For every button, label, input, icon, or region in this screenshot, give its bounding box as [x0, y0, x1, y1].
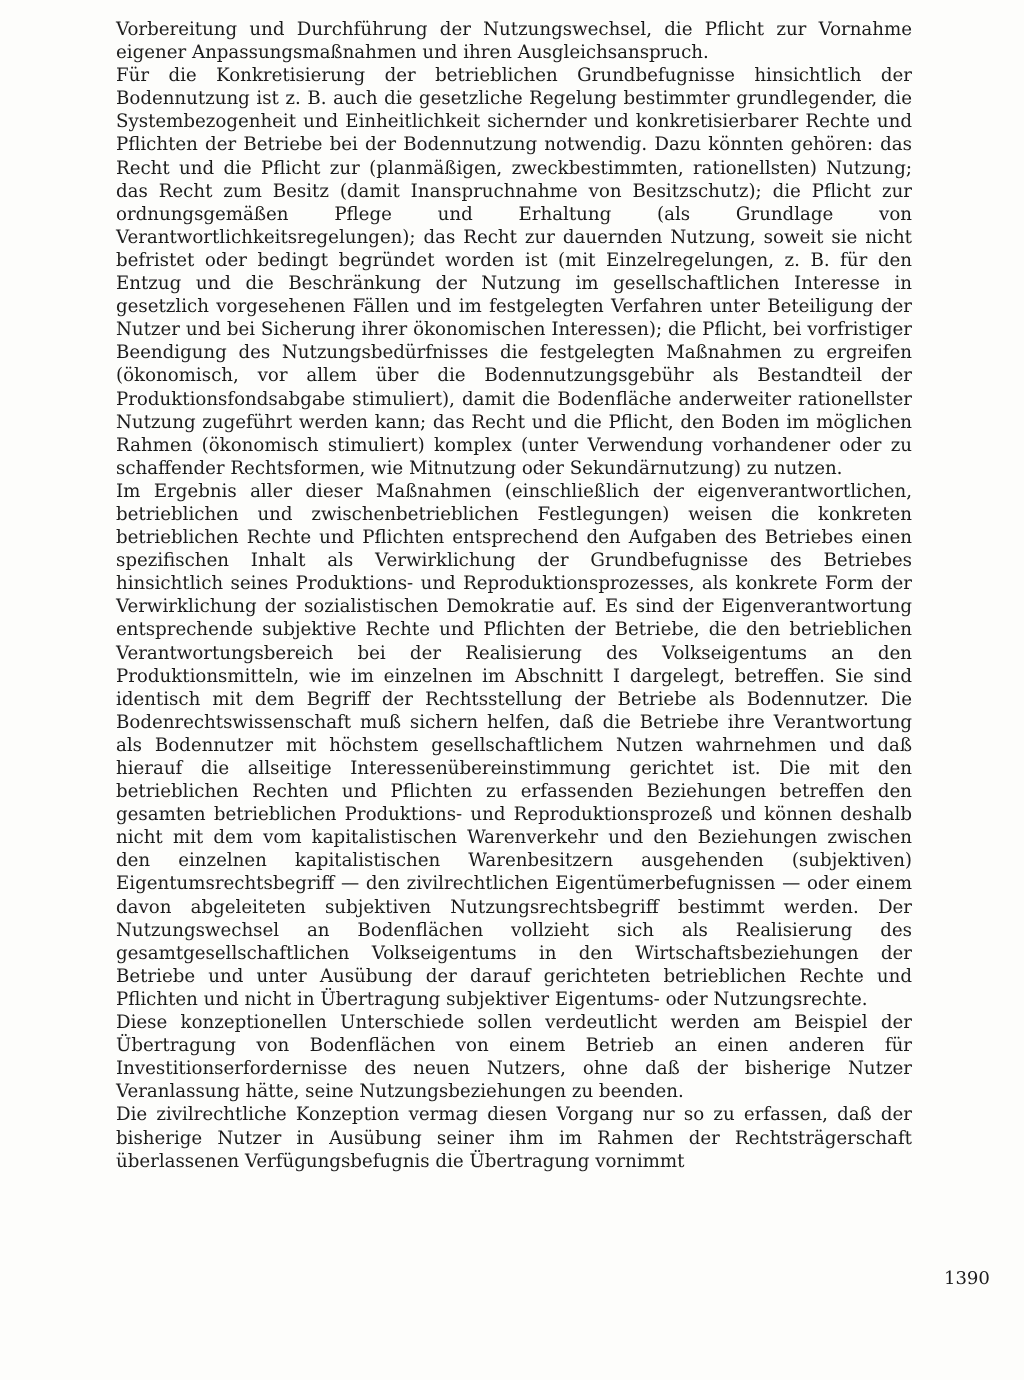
paragraph-4: Diese konzeptionellen Unterschiede sollen verdeutlicht werden am Beispiel der Übertragung von Bodenflächen von einem Betrieb an einen anderen für Investitionserfordernisse des neuen Nutzers, ohne daß der bisherige Nutzer Veranlassung hätte, seine Nutzungsbeziehungen zu beenden. [116, 1012, 912, 1103]
page-number: 1390 [944, 1268, 990, 1289]
paragraph-5: Die zivilrechtliche Konzeption vermag diesen Vorgang nur so zu erfassen, daß der bisherige Nutzer in Ausübung seiner ihm im Rahmen der Rechtsträgerschaft überlassenen Verfügungsbefugnis die Übertragung vornimmt [116, 1104, 912, 1172]
body-text [116, 18, 912, 1173]
paragraph-2: Für die Konkretisierung der betrieblichen Grundbefugnisse hinsichtlich der Bodennutzung ist z. B. auch die gesetzliche Regelung bestimmter grundlegender, die Systembezogenheit und Einheitlichkeit sichernder und konkretisierbarer Rechte und Pflichten der Betriebe bei der Bodennutzung notwendig. Dazu könnten gehören: das Recht und die Pflicht zur (planmäßigen, zweckbestimmten, rationellsten) Nutzung; das Recht zum Besitz (damit Inanspruchnahme von Besitzschutz); die Pflicht zur ordnungsgemäßen Pflege und Erhaltung (als Grundlage von Verantwortlichkeitsregelungen); das Recht zur dauernden Nutzung, soweit sie nicht befristet oder bedingt begründet worden ist (mit Einzelregelungen, z. B. für den Entzug und die Beschränkung der Nutzung im gesellschaftlichen Interesse in gesetzlich vorgesehenen Fällen und im festgelegten Verfahren unter Beteiligung der Nutzer und bei Sicherung ihrer ökonomischen Interessen); die Pflicht, bei vorfristiger Beendigung des Nutzungsbedürfnisses die festgelegten Maßnahmen zu ergreifen (ökonomisch, vor allem über die Bodennutzungsgebühr als Bestandteil der Produktionsfondsabgabe stimuliert), damit die Bodenfläche anderweiter rationellster Nutzung zugeführt werden kann; das Recht und die Pflicht, den Boden im möglichen Rahmen (ökonomisch stimuliert) komplex (unter Verwendung vorhandener oder zu schaffender Rechtsformen, wie Mitnutzung oder Sekundärnutzung) zu nutzen. [116, 65, 912, 479]
paragraph-3: Im Ergebnis aller dieser Maßnahmen (einschließlich der eigenverantwortlichen, betrieblichen und zwischenbetrieblichen Festlegungen) weisen die konkreten betrieblichen Rechte und Pflichten entsprechend den Aufgaben des Betriebes einen spezifischen Inhalt als Verwirklichung der Grundbefugnisse des Betriebes hinsichtlich seines Produktions- und Reproduktionsprozesses, als konkrete Form der Verwirklichung der sozialistischen Demokratie auf. Es sind der Eigenverantwortung entsprechende subjektive Rechte und Pflichten der Betriebe, die den betrieblichen Verantwortungsbereich bei der Realisierung des Volkseigentums an den Produktionsmitteln, wie im einzelnen im Abschnitt I dargelegt, betreffen. Sie sind identisch mit dem Begriff der Rechtsstellung der Betriebe als Bodennutzer. Die Bodenrechtswissenschaft muß sichern helfen, daß die Betriebe ihre Verantwortung als Bodennutzer mit höchstem gesellschaftlichem Nutzen wahrnehmen und daß hierauf die allseitige Interessenübereinstimmung gerichtet ist. Die mit den betrieblichen Rechten und Pflichten zu erfassenden Beziehungen betreffen den gesamten betrieblichen Produktions- und Reproduktionsprozeß und können deshalb nicht mit dem vom kapitalistischen Warenverkehr und den Beziehungen zwischen den einzelnen kapitalistischen Warenbesitzern ausgehenden (subjektiven) Eigentumsrechtsbegriff — den zivilrechtlichen Eigentümerbefugnissen — oder einem davon abgeleiteten subjektiven Nutzungsrechtsbegriff bestimmt werden. Der Nutzungswechsel an Bodenflächen vollzieht sich als Realisierung des gesamtgesellschaftlichen Volkseigentums in den Wirtschaftsbeziehungen der Betriebe und unter Ausübung der darauf gerichteten betrieblichen Rechte und Pflichten und nicht in Übertragung subjektiver Eigentums- oder Nutzungsrechte. [116, 480, 912, 1010]
paragraph-1: Vorbereitung und Durchführung der Nutzungswechsel, die Pflicht zur Vornahme eigener Anpassungsmaßnahmen und ihren Ausgleichsanspruch. [116, 19, 912, 64]
